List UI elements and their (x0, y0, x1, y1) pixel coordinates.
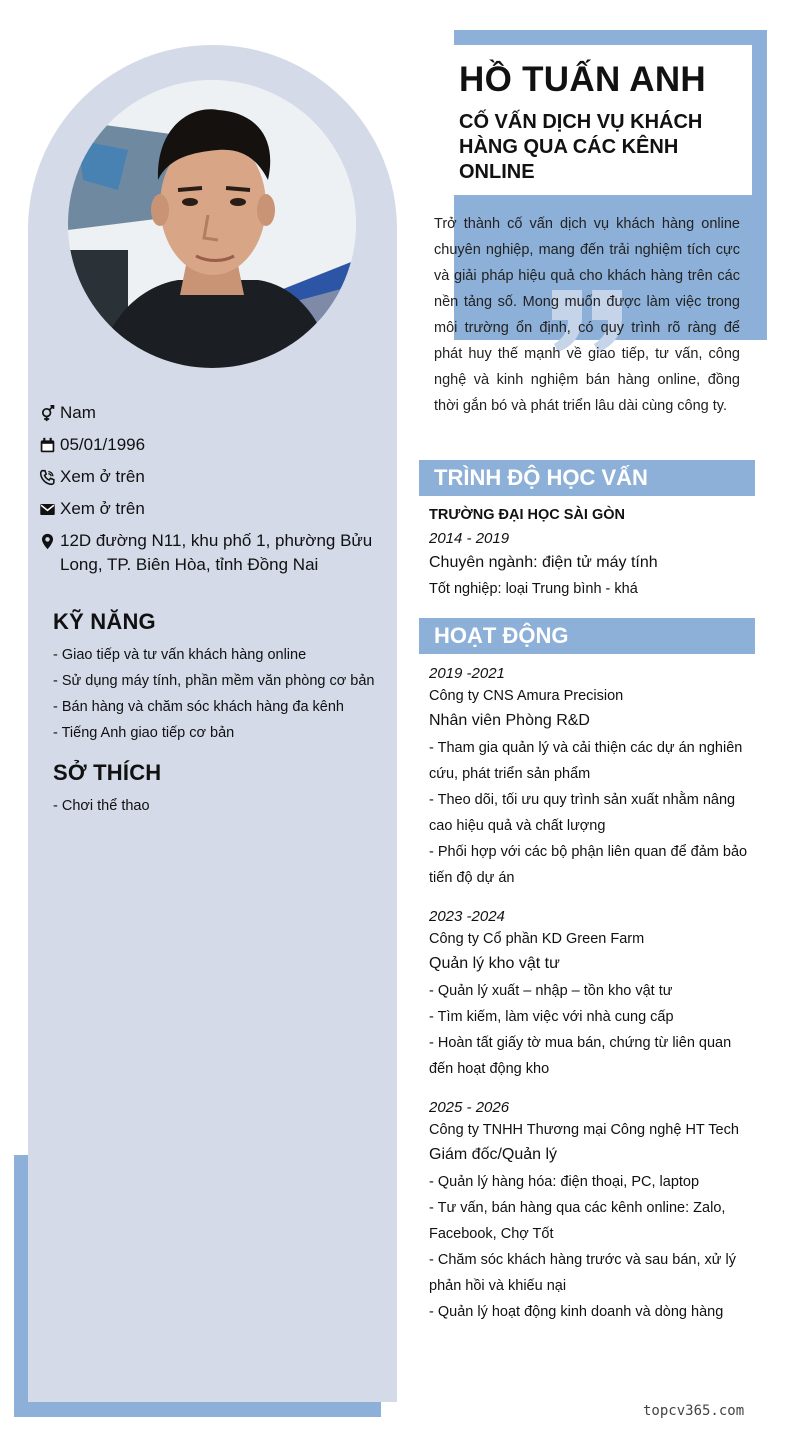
job-title-line-2: HÀNG QUA CÁC KÊNH ONLINE (459, 136, 679, 183)
activity-line: - Tư vấn, bán hàng qua các kênh online: Zalo, (429, 1200, 726, 1216)
career-objective: Trở thành cố vấn dịch vụ khách hàng online chuyên nghiệp, mang đến trải nghiệm tích cực và giải pháp hiệu quả cho khách hàng trên các nền tảng số. Mong muốn được làm việc trong môi trường ổn định, có quy trình rõ ràng để phát huy thế mạnh về giao tiếp, tư vấn, công nghệ và kinh nghiệm bán hàng online, đồng thời gắn bó và phát triển lâu dài cùng công ty. (434, 216, 740, 414)
skill-item: - Tiếng Anh giao tiếp cơ bản (53, 725, 235, 741)
birthday-text: 05/01/1996 (60, 435, 146, 454)
job-title (459, 110, 759, 185)
activity-line: tiến độ dự án (429, 870, 515, 886)
education-major: Chuyên ngành: điện tử máy tính (429, 554, 658, 571)
address-line-2: Long, TP. Biên Hòa, tỉnh Đồng Nai (60, 555, 319, 574)
gender-icon (38, 403, 56, 423)
hobby-item: - Chơi thể thao (53, 798, 150, 814)
gender-text: Nam (60, 403, 96, 422)
activities-title: HOẠT ĐỘNG (434, 623, 569, 648)
contact-email (38, 497, 378, 521)
activity-line: - Hoàn tất giấy tờ mua bán, chứng từ liên quan (429, 1035, 732, 1051)
school-name: TRƯỜNG ĐẠI HỌC SÀI GÒN (429, 507, 625, 523)
activity-details (429, 735, 755, 891)
activity-line: - Chăm sóc khách hàng trước và sau bán, xử lý (429, 1252, 736, 1268)
activity-line: Facebook, Chợ Tốt (429, 1226, 554, 1242)
activity-line: - Tham gia quản lý và cải thiện các dự án nghiên (429, 740, 743, 756)
education-section-bar (419, 460, 755, 496)
skill-item: - Bán hàng và chăm sóc khách hàng đa kênh (53, 699, 344, 715)
contact-birthday (38, 433, 378, 457)
activity-line: - Theo dõi, tối ưu quy trình sản xuất nhằm nâng (429, 792, 736, 808)
profile-photo (68, 80, 356, 368)
activity-line: - Quản lý hoạt động kinh doanh và dòng hàng (429, 1304, 724, 1320)
activity-details (429, 978, 755, 1082)
activity-line: - Phối hợp với các bộ phận liên quan để đảm bảo (429, 844, 748, 860)
contact-address (38, 529, 378, 577)
activity-period: 2025 - 2026 (429, 1099, 510, 1116)
activity-company: Công ty Cổ phần KD Green Farm (429, 931, 645, 947)
mail-icon (38, 499, 56, 519)
activity-line: - Quản lý hàng hóa: điện thoại, PC, laptop (429, 1174, 700, 1190)
activity-company: Công ty CNS Amura Precision (429, 688, 624, 704)
phone-icon (38, 467, 56, 487)
phone-text: Xem ở trên (60, 467, 145, 486)
activity-line: phản hồi và khiếu nại (429, 1278, 567, 1294)
activity-line: - Quản lý xuất – nhập – tồn kho vật tư (429, 983, 673, 999)
activity-line: - Tìm kiếm, làm việc với nhà cung cấp (429, 1009, 674, 1025)
footer-watermark: topcv365.com (643, 1403, 745, 1419)
job-title-line-1: CỐ VẤN DỊCH VỤ KHÁCH (459, 111, 703, 133)
activity-line: cứu, phát triển sản phẩm (429, 766, 591, 782)
calendar-icon (38, 435, 56, 455)
hobbies-title: SỞ THÍCH (53, 760, 162, 785)
candidate-name: HỒ TUẤN ANH (459, 60, 706, 99)
education-title: TRÌNH ĐỘ HỌC VẤN (434, 465, 648, 490)
activity-period: 2019 -2021 (429, 665, 505, 682)
skill-item: - Giao tiếp và tư vấn khách hàng online (53, 647, 307, 663)
activity-line: đến hoạt động kho (429, 1061, 550, 1077)
activity-line: cao hiệu quả và chất lượng (429, 818, 606, 834)
education-period: 2014 - 2019 (429, 530, 510, 547)
activity-company: Công ty TNHH Thương mại Công nghệ HT Tech (429, 1122, 739, 1138)
address-line-1: 12D đường N11, khu phố 1, phường Bửu (60, 531, 373, 550)
location-icon (38, 531, 56, 551)
email-text: Xem ở trên (60, 499, 145, 518)
activities-section-bar (419, 618, 755, 654)
education-degree: Tốt nghiệp: loại Trung bình - khá (429, 581, 638, 597)
activity-role: Giám đốc/Quản lý (429, 1146, 558, 1163)
activity-role: Nhân viên Phòng R&D (429, 712, 590, 729)
contact-phone (38, 465, 378, 489)
contact-gender (38, 401, 378, 425)
skills-title: KỸ NĂNG (53, 609, 156, 634)
activity-period: 2023 -2024 (429, 908, 505, 925)
skill-item: - Sử dụng máy tính, phần mềm văn phòng cơ bản (53, 673, 375, 689)
activity-details (429, 1169, 755, 1325)
activity-role: Quản lý kho vật tư (429, 955, 560, 972)
